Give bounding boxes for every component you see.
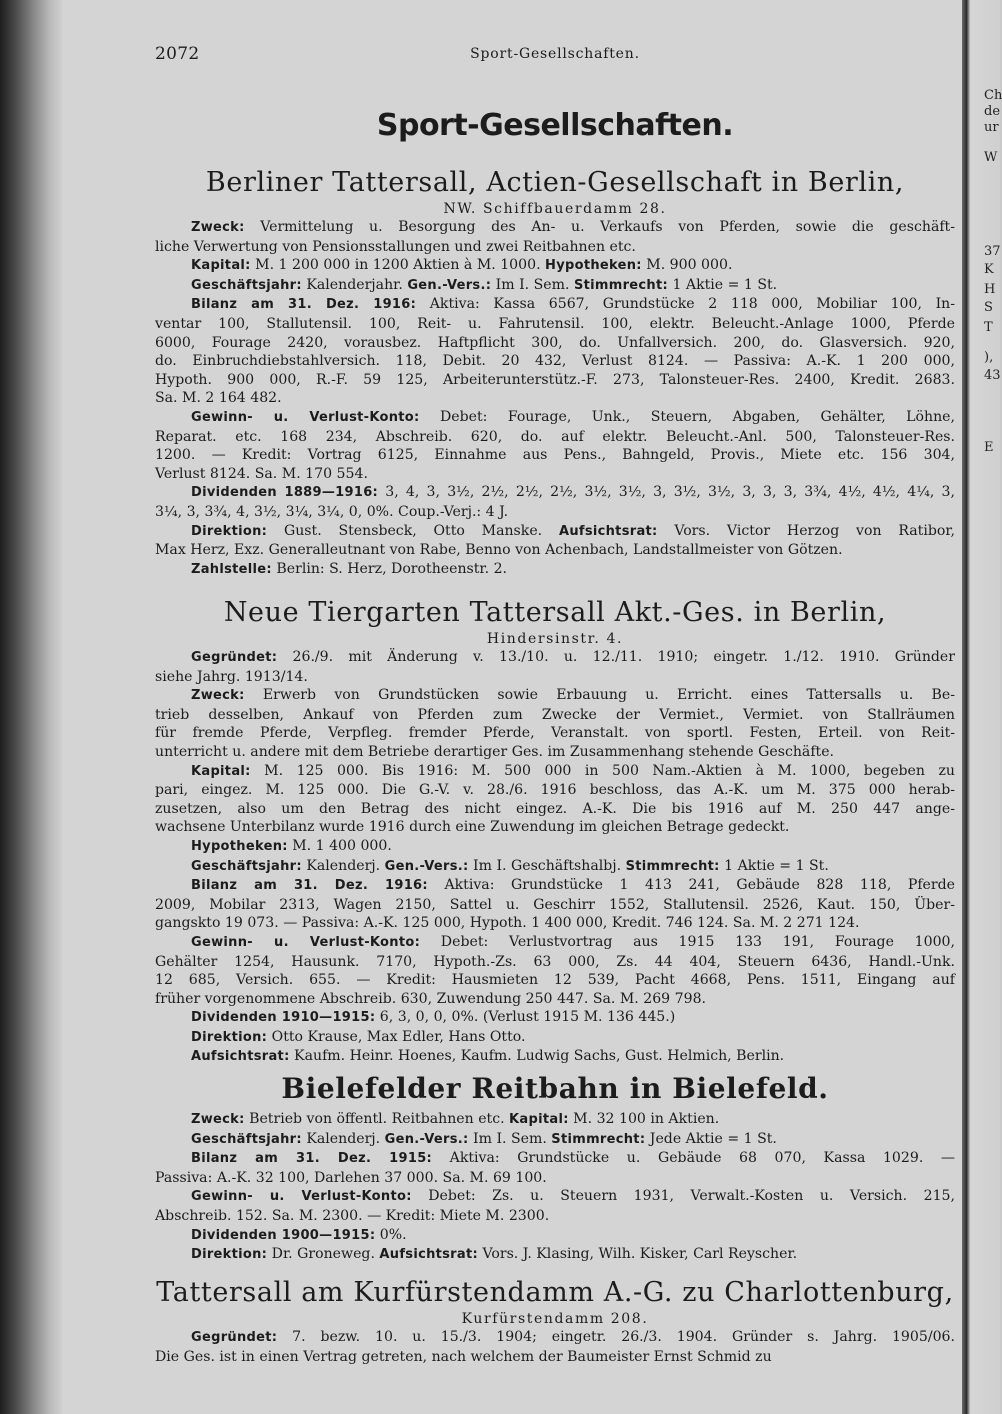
text-line (155, 276, 955, 296)
edge-fragment: de (984, 104, 1001, 119)
field-value: Betrieb von öffentl. Reitbahnen etc. (244, 1111, 510, 1127)
text-line (155, 1245, 955, 1265)
text-line (155, 408, 955, 428)
field-value: M. 125 000. Bis 1916: M. 500 000 in 500 Nam.-Aktien à M. 1000, begeben zu (250, 762, 955, 779)
company-address: NW. Schiffbauerdamm 28. (443, 201, 667, 217)
field-value: für fremde Pferde, Verpfleg. fremder Pferde, Veranstalt. von sportl. Festen, Erteil. von Reit- (155, 725, 955, 742)
field-value: Reparat. etc. 168 234, Abschreib. 620, do. auf elektr. Beleucht.-Anl. 500, Talonsteuer-Res. (155, 428, 955, 445)
field-label: Stimmrecht: (573, 277, 668, 293)
field-value: 26./9. mit Änderung v. 13./10. u. 12./11. 1910; eingetr. 1./12. 1910. Gründer (277, 649, 955, 665)
field-value: Erwerb von Grundstücken sowie Erbauung u. Erricht. eines Tattersalls u. Be- (244, 687, 955, 704)
field-label: Bilanz am 31. Dez. 1916: (191, 297, 417, 313)
field-value: trieb desselben, Ankauf von Pferden zum Zwecke der Vermiet., Vermiet. von Stallräumen (155, 706, 955, 723)
field-label: Gewinn- u. Verlust-Konto: (191, 409, 420, 425)
field-value: Abschreib. 152. Sa. M. 2300. — Kredit: Miete M. 2300. (155, 1207, 550, 1224)
text-line (155, 914, 955, 933)
field-value: 1 Aktie = 1 St. (667, 276, 778, 293)
field-value: unterricht u. andere mit dem Betriebe derartiger Ges. im Zusammenhang stehende Geschäfte. (155, 743, 835, 760)
text-line (155, 389, 955, 408)
text-line (155, 428, 955, 447)
field-value: Kalenderjahr. (301, 276, 408, 293)
field-label: Geschäftsjahr: (191, 277, 302, 293)
field-label: Kapital: (191, 763, 251, 779)
field-value: Jede Aktie = 1 St. (645, 1130, 777, 1147)
field-value: 6000, Fourage 2420, vorausbez. Haftpflicht 300, do. Unfallversich. 200, do. Glasversich. 920, (155, 334, 955, 351)
field-value: Dr. Groneweg. (267, 1246, 380, 1263)
text-line (155, 762, 955, 782)
text-line (155, 1348, 955, 1367)
page-header (155, 44, 955, 66)
text-line (155, 896, 955, 915)
field-value: Berlin: S. Herz, Dorotheenstr. 2. (271, 560, 508, 577)
field-label: Bilanz am 31. Dez. 1915: (191, 1151, 433, 1167)
text-line (155, 686, 955, 706)
field-label: Geschäftsjahr: (191, 1131, 302, 1147)
field-value: Gust. Stensbeck, Otto Manske. (267, 522, 559, 539)
field-value: Im I. Geschäftshalbj. (468, 857, 626, 874)
field-value: Sa. M. 2 164 482. (155, 390, 282, 407)
field-value: früher vorgenommene Abschreib. 630, Zuwendung 250 447. Sa. M. 269 798. (155, 990, 707, 1007)
company-entry-neue-tiergarten-tattersall (155, 596, 955, 1067)
field-label: Hypotheken: (191, 838, 288, 854)
field-label: Aufsichtsrat: (379, 1247, 478, 1263)
company-entry-tattersall-kurfuerstendamm (155, 1276, 955, 1366)
text-line (155, 371, 955, 390)
text-line (155, 1226, 955, 1246)
edge-fragment: H (984, 282, 996, 297)
field-value: 6, 3, 0, 0, 0%. (Verlust 1915 M. 136 445.) (375, 1009, 676, 1026)
field-label: Dividenden 1900—1915: (191, 1227, 376, 1243)
field-label: Aufsichtsrat: (191, 1049, 290, 1065)
field-value: Die Ges. ist in einen Vertrag getreten, nach welchem der Baumeister Ernst Schmid zu (155, 1348, 772, 1365)
field-value: Im I. Sem. (468, 1130, 552, 1147)
field-label: Geschäftsjahr: (191, 858, 302, 874)
text-line (155, 446, 955, 465)
field-label: Stimmrecht: (625, 858, 720, 874)
text-line (155, 953, 955, 972)
field-label: Dividenden 1889—1916: (191, 485, 379, 501)
text-line (155, 706, 955, 725)
edge-fragment: ur (984, 120, 999, 135)
field-label: Zahlstelle: (191, 561, 272, 577)
field-value: Aktiva: Kassa 6567, Grundstücke 2 118 000, Mobiliar 100, In- (416, 296, 955, 313)
field-value: M. 1 400 000. (287, 837, 392, 854)
field-value: Im I. Sem. (491, 276, 574, 293)
company-entry-berliner-tattersall (155, 166, 955, 579)
field-value: gangskto 19 073. — Passiva: A.-K. 125 000, Hypoth. 1 400 000, Kredit. 746 124. Sa. M. 2 271 124. (155, 915, 860, 932)
text-line (155, 1028, 955, 1048)
field-label: Bilanz am 31. Dez. 1916: (191, 878, 428, 894)
adjacent-page-edge (962, 0, 1000, 1414)
field-value: 2009, Mobilar 2313, Wagen 2150, Sattel u. Geschirr 1552, Stallutensil. 2526, Kaut. 150, Über- (155, 896, 955, 913)
company-address: Hindersinstr. 4. (486, 631, 624, 647)
text-line (155, 541, 955, 560)
edge-fragment: ), (984, 350, 994, 365)
edge-fragment: Ch (984, 88, 1002, 103)
field-value: M. 32 100 in Aktien. (568, 1111, 720, 1127)
field-value: M. 900 000. (641, 257, 733, 274)
field-value: 7. bezw. 10. u. 15./3. 1904; eingetr. 26./3. 1904. Gründer s. Jahrg. 1905/06. (277, 1329, 955, 1345)
field-value: M. 1 200 000 in 1200 Aktien à M. 1000. (250, 257, 546, 274)
edge-fragment: K (984, 262, 994, 277)
text-line (155, 781, 955, 800)
text-line (155, 483, 955, 503)
field-value: Vors. J. Klasing, Wilh. Kisker, Carl Reyscher. (477, 1246, 798, 1263)
text-line (155, 560, 955, 580)
company-title: Tattersall am Kurfürstendamm A.-G. zu Charlottenburg, (156, 1277, 954, 1308)
text-line (155, 800, 955, 819)
field-label: Dividenden 1910—1915: (191, 1010, 376, 1026)
company-address: Kurfürstendamm 208. (461, 1311, 649, 1327)
text-line (155, 818, 955, 837)
field-label: Gegründet: (191, 650, 278, 665)
text-line (155, 503, 955, 522)
field-value: Hypoth. 900 000, R.-F. 59 125, Arbeiterunterstütz.-F. 273, Talonsteuer-Res. 2400, Kredit. 2683. (155, 371, 955, 388)
text-line (155, 465, 955, 484)
field-value: Kalenderj. (301, 1130, 385, 1147)
text-line (155, 1187, 955, 1207)
text-line (155, 876, 955, 896)
field-label: Direktion: (191, 523, 268, 539)
field-label: Gen.-Vers.: (384, 1131, 469, 1147)
edge-fragment: 37 (984, 244, 1001, 259)
text-line (155, 1008, 955, 1028)
field-value: Kaufm. Heinr. Hoenes, Kaufm. Ludwig Sachs, Gust. Helmich, Berlin. (289, 1048, 785, 1065)
field-value: Otto Krause, Max Edler, Hans Otto. (267, 1028, 526, 1045)
text-line (155, 334, 955, 353)
field-label: Gen.-Vers.: (384, 858, 469, 874)
field-value: do. Einbruchdiebstahlversich. 118, Debit. 20 432, Verlust 8124. — Passiva: A.-K. 1 200 000, (155, 353, 955, 370)
field-label: Aufsichtsrat: (558, 523, 658, 539)
field-value: Vors. Victor Herzog von Ratibor, (657, 522, 955, 539)
text-line (155, 352, 955, 371)
text-line (155, 1149, 955, 1169)
field-value: Aktiva: Grundstücke 1 413 241, Gebäude 828 118, Pferde (427, 877, 955, 894)
field-value: Debet: Fourage, Unk., Steuern, Abgaben, Gehälter, Löhne, (419, 408, 955, 425)
edge-fragment: E (984, 440, 994, 455)
field-label: Hypotheken: (545, 258, 642, 274)
section-title: Sport-Gesellschaften. (376, 108, 734, 143)
field-label: Direktion: (191, 1247, 268, 1263)
edge-fragment: T (984, 320, 993, 335)
edge-fragment: S (984, 300, 993, 315)
text-line (155, 837, 955, 857)
field-value: Verlust 8124. Sa. M. 170 554. (155, 465, 368, 482)
field-value: liche Verwertung von Pensionsstallungen und zwei Reitbahnen etc. (155, 238, 636, 255)
field-label: Gewinn- u. Verlust-Konto: (191, 934, 421, 950)
edge-fragment: 43 (984, 368, 1001, 383)
text-line (155, 648, 955, 668)
field-value: Max Herz, Exz. Generalleutnant von Rabe, Benno von Achenbach, Landstallmeister von Götzen. (155, 542, 843, 559)
field-label: Kapital: (191, 258, 251, 274)
text-line (155, 857, 955, 877)
field-label: Gegründet: (191, 1330, 278, 1345)
book-gutter (0, 0, 62, 1414)
text-line (155, 256, 955, 276)
text-line (155, 1328, 955, 1348)
field-value: 3¼, 3, 3¾, 4, 3½, 3¼, 3¼, 0, 0%. Coup.-Verj.: 4 J. (155, 503, 509, 520)
company-title: Neue Tiergarten Tattersall Akt.-Ges. in Berlin, (223, 597, 887, 628)
field-label: Gewinn- u. Verlust-Konto: (191, 1189, 412, 1205)
field-value: 1200. — Kredit: Vortrag 6125, Einnahme aus Pens., Bahngeld, Provis., Miete etc. 156 304, (155, 447, 955, 464)
text-line (155, 990, 955, 1009)
text-line (155, 315, 955, 334)
text-line (155, 1130, 955, 1150)
field-label: Stimmrecht: (551, 1131, 646, 1147)
field-value: pari, eingez. M. 125 000. Die G.-V. v. 28./6. 1916 beschloss, das A.-K. um M. 375 000 herab- (155, 782, 955, 799)
field-value: 12 685, Versich. 655. — Kredit: Hausmieten 12 539, Pacht 4668, Pens. 1511, Eingang auf (155, 972, 955, 989)
field-value: ventar 100, Stallutensil. 100, Reit- u. Fahrutensil. 100, elektr. Beleucht.-Anlage 1000, Pferde (155, 315, 955, 332)
company-title: Berliner Tattersall, Actien-Gesellschaft in Berlin, (205, 167, 905, 198)
running-title: Sport-Gesellschaften. (470, 46, 640, 62)
field-label: Zweck: (191, 1112, 245, 1127)
text-line (155, 743, 955, 762)
field-value: Vermittelung u. Besorgung des An- u. Verkaufs von Pferden, sowie die geschäft- (244, 219, 955, 235)
field-value: siehe Jahrg. 1913/14. (155, 668, 308, 685)
text-line (155, 295, 955, 315)
field-value: 3, 4, 3, 3½, 2½, 2½, 2½, 3½, 3½, 3, 3½, 3½, 3, 3, 3, 3¾, 4½, 4½, 4¼, 3, (378, 484, 955, 501)
field-value: 0%. (375, 1226, 407, 1243)
field-value: Debet: Verlustvortrag aus 1915 133 191, Fourage 1000, (420, 933, 955, 950)
text-line (155, 724, 955, 743)
field-value: Gehälter 1254, Hausunk. 7170, Hypoth.-Zs. 63 000, Zs. 44 404, Steuern 6436, Handl.-Unk. (155, 953, 955, 970)
field-value: Passiva: A.-K. 32 100, Darlehen 37 000. Sa. M. 69 100. (155, 1169, 547, 1186)
page-number: 2072 (155, 44, 200, 64)
text-line (155, 1207, 955, 1226)
company-entry-bielefelder-reitbahn (155, 1072, 955, 1265)
field-label: Direktion: (191, 1029, 268, 1045)
field-value: 1 Aktie = 1 St. (719, 857, 829, 874)
field-value: Kalenderj. (301, 857, 385, 874)
text-line (155, 668, 955, 687)
field-label: Kapital: (509, 1112, 569, 1127)
text-line (155, 1047, 955, 1067)
field-label: Gen.-Vers.: (407, 277, 492, 293)
text-line (155, 1110, 955, 1130)
field-value: Debet: Zs. u. Steuern 1931, Verwalt.-Kosten u. Versich. 215, (411, 1188, 955, 1205)
field-value: Aktiva: Grundstücke u. Gebäude 68 070, Kassa 1029. — (432, 1150, 955, 1167)
text-line (155, 218, 955, 238)
text-line (155, 971, 955, 990)
field-value: wachsene Unterbilanz wurde 1916 durch eine Zuwendung im gleichen Betrage gedeckt. (155, 819, 790, 836)
text-line (155, 933, 955, 953)
text-line (155, 1169, 955, 1188)
text-line (155, 522, 955, 542)
field-label: Zweck: (191, 688, 245, 704)
edge-fragment: W (984, 150, 998, 165)
field-label: Zweck: (191, 220, 245, 235)
company-title: Bielefelder Reitbahn in Bielefeld. (281, 1072, 829, 1105)
field-value: zusetzen, also um den Betrag des nicht eingez. A.-K. Die bis 1916 auf M. 250 447 ange- (155, 800, 955, 817)
text-line (155, 238, 955, 257)
